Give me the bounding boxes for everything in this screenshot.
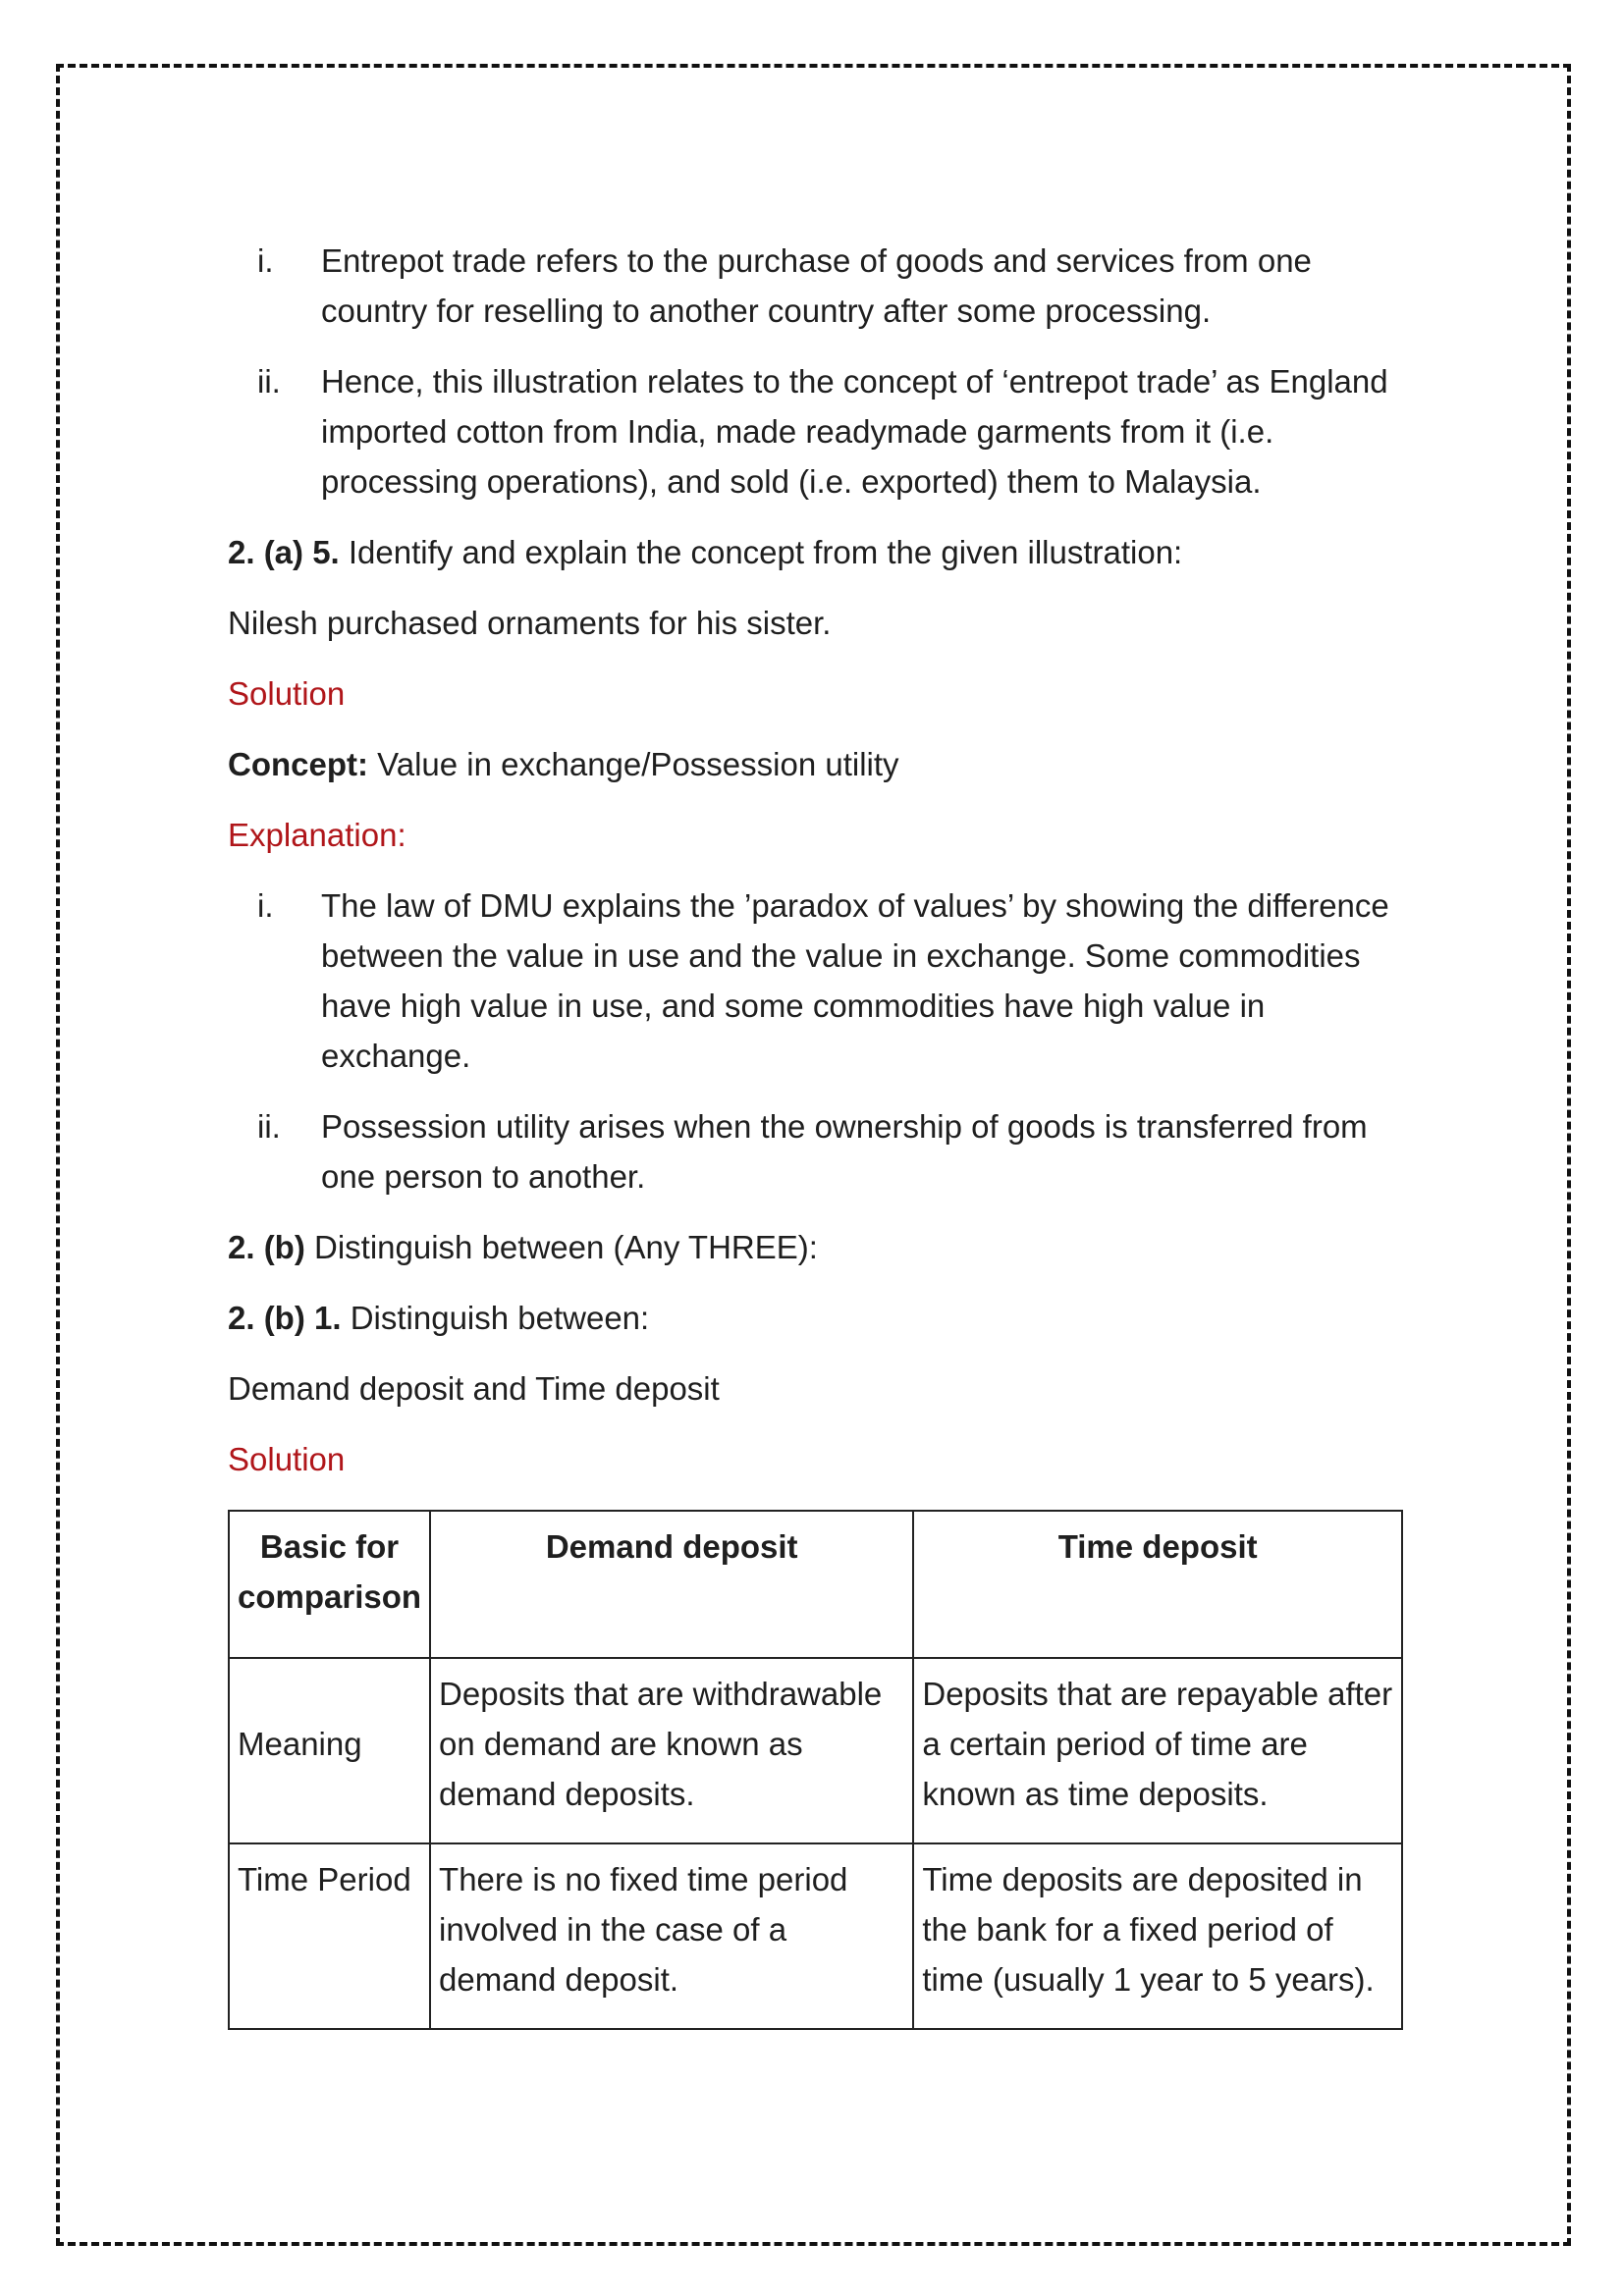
dmu-explanation-list bbox=[228, 881, 1406, 1201]
concept-line bbox=[228, 739, 1406, 789]
list-item bbox=[228, 1101, 1406, 1201]
table-row bbox=[229, 1843, 1402, 2029]
question-text: Distinguish between (Any THREE): bbox=[304, 1229, 818, 1265]
list-item-text: Possession utility arises when the ownership of goods is transferred from one person to another. bbox=[321, 1108, 1368, 1195]
table-header-row bbox=[229, 1511, 1402, 1658]
table-cell: Deposits that are repayable after a certain period of time are known as time deposits. bbox=[913, 1658, 1402, 1843]
entrepot-explanation-list bbox=[228, 236, 1406, 507]
question-text: Identify and explain the concept from the given illustration: bbox=[339, 534, 1183, 570]
question-label: 2. (b) bbox=[228, 1229, 305, 1265]
list-item-number: i. bbox=[257, 242, 274, 279]
list-item-number: i. bbox=[257, 887, 274, 924]
illustration-text: Nilesh purchased ornaments for his sister. bbox=[228, 605, 832, 641]
list-item bbox=[228, 236, 1406, 336]
table-header-cell: Time deposit bbox=[913, 1511, 1402, 1658]
question-2a5 bbox=[228, 527, 1406, 577]
list-item-text: Hence, this illustration relates to the concept of ‘entrepot trade’ as England imported cotton from India, made readymade garments from it (i.e. processing operations), and sold (i.e. exported) them to Malaysia. bbox=[321, 363, 1388, 500]
question-2b1 bbox=[228, 1293, 1406, 1343]
list-item bbox=[228, 356, 1406, 507]
comparison-table bbox=[228, 1510, 1403, 2030]
table-cell: Meaning bbox=[229, 1658, 430, 1843]
table-cell: There is no fixed time period involved in the case of a demand deposit. bbox=[430, 1843, 913, 2029]
explanation-heading: Explanation: bbox=[228, 817, 406, 853]
list-item-number: ii. bbox=[257, 1108, 281, 1145]
solution-heading: Solution bbox=[228, 1441, 346, 1477]
list-item-text: The law of DMU explains the ’paradox of values’ by showing the difference between the value in use and the value in exchange. Some commodities have high value in use, and some commodities have high value in exchange. bbox=[321, 887, 1389, 1074]
question-2b bbox=[228, 1222, 1406, 1272]
concept-label: Concept: bbox=[228, 746, 368, 782]
list-item bbox=[228, 881, 1406, 1081]
table-row bbox=[229, 1658, 1402, 1843]
question-label: 2. (b) 1. bbox=[228, 1300, 342, 1336]
document-content bbox=[228, 236, 1406, 2030]
table-header-cell: Basic for comparison bbox=[229, 1511, 430, 1658]
topic-text: Demand deposit and Time deposit bbox=[228, 1370, 720, 1407]
question-label: 2. (a) 5. bbox=[228, 534, 340, 570]
solution-heading: Solution bbox=[228, 675, 346, 712]
table-header-cell: Demand deposit bbox=[430, 1511, 913, 1658]
list-item-text: Entrepot trade refers to the purchase of goods and services from one country for reselling to another country after some processing. bbox=[321, 242, 1312, 329]
table-cell: Time deposits are deposited in the bank for a fixed period of time (usually 1 year to 5 years). bbox=[913, 1843, 1402, 2029]
concept-text: Value in exchange/Possession utility bbox=[368, 746, 899, 782]
table-cell: Deposits that are withdrawable on demand are known as demand deposits. bbox=[430, 1658, 913, 1843]
question-text: Distinguish between: bbox=[341, 1300, 650, 1336]
list-item-number: ii. bbox=[257, 363, 281, 400]
table-cell: Time Period bbox=[229, 1843, 430, 2029]
